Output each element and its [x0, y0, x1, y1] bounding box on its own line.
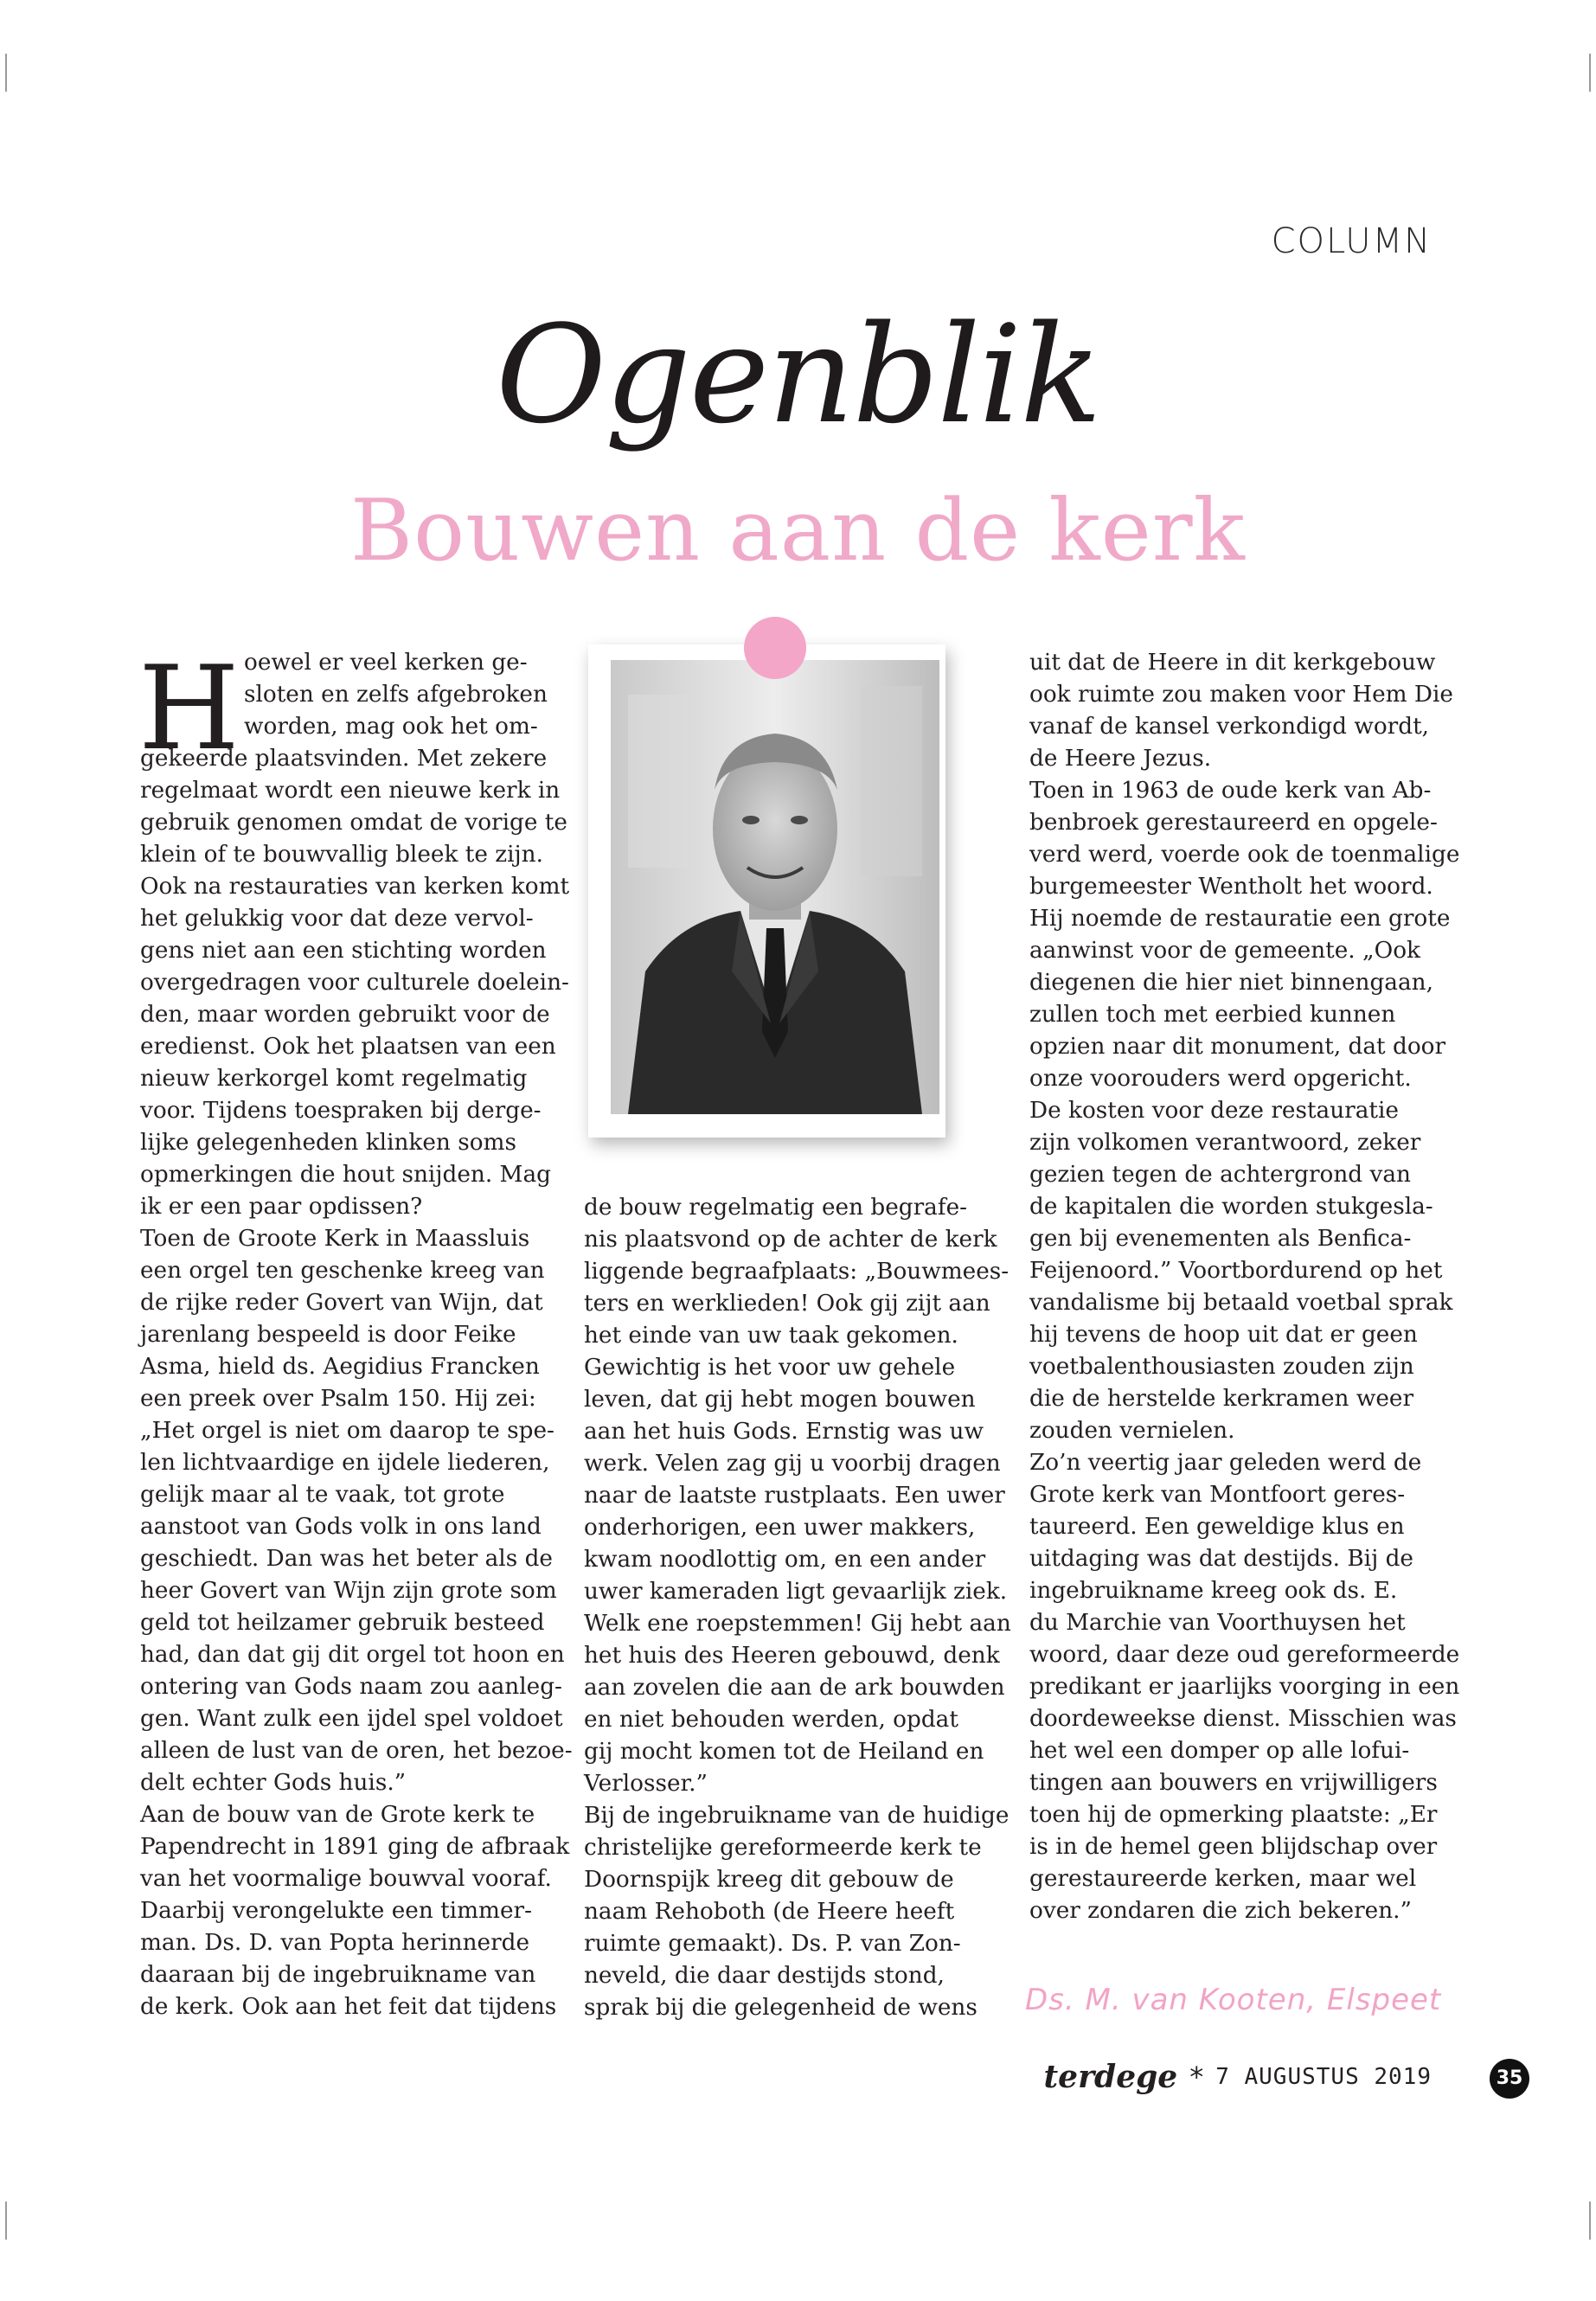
- article-line: verd werd, voerde ook de toenmalige: [1029, 842, 1460, 868]
- page-number-badge: 35: [1490, 2059, 1529, 2099]
- crop-mark-top-left: [5, 54, 7, 92]
- article-line: Toen de Groote Kerk in Maassluis: [140, 1226, 530, 1252]
- article-line: had, dan dat gij dit orgel tot hoon en: [140, 1642, 565, 1668]
- article-line: delt echter Gods huis.”: [140, 1770, 407, 1796]
- page-subtitle: Bouwen aan de kerk: [350, 482, 1246, 580]
- article-line: heer Govert van Wijn zijn grote som: [140, 1578, 557, 1604]
- article-line: opmerkingen die hout snijden. Mag: [140, 1162, 551, 1188]
- article-line: de kapitalen die worden stukgesla-: [1029, 1194, 1433, 1220]
- article-line: Aan de bouw van de Grote kerk te: [140, 1802, 535, 1828]
- article-line: het gelukkig voor dat deze vervol-: [140, 906, 534, 932]
- article-line: leven, dat gij hebt mogen bouwen: [584, 1387, 976, 1413]
- article-line: doordeweekse dienst. Misschien was: [1029, 1706, 1457, 1732]
- issue-date: 7 AUGUSTUS 2019: [1215, 2064, 1432, 2090]
- pink-dot-ornament: [744, 617, 806, 679]
- article-line: predikant er jaarlijks voorging in een: [1029, 1674, 1460, 1700]
- article-line: zullen toch met eerbied kunnen: [1029, 1002, 1396, 1028]
- article-line: het huis des Heeren gebouwd, denk: [584, 1643, 1000, 1669]
- crop-mark-bottom-left: [5, 2202, 7, 2240]
- article-line: gens niet aan een stichting worden: [140, 938, 547, 964]
- article-line: sprak bij die gelegenheid de wens: [584, 1995, 977, 2021]
- article-line: gekeerde plaatsvinden. Met zekere: [140, 746, 548, 772]
- article-line: Hij noemde de restauratie een grote: [1029, 906, 1451, 932]
- article-line: Feijenoord.” Voortbordurend op het: [1029, 1258, 1443, 1284]
- article-line: ters en werklieden! Ook gij zijt aan: [584, 1291, 990, 1317]
- article-line: gerestaureerde kerken, maar wel: [1029, 1866, 1417, 1892]
- article-line: zijn volkomen verantwoord, zeker: [1029, 1130, 1421, 1156]
- author-photo-frame: [588, 644, 945, 1138]
- article-line: werk. Velen zag gij u voorbij dragen: [584, 1451, 1001, 1477]
- article-line: onderhorigen, een uwer makkers,: [584, 1515, 976, 1541]
- article-line: Verlosser.”: [584, 1771, 708, 1797]
- article-line: nieuw kerkorgel komt regelmatig: [140, 1066, 528, 1092]
- article-line: het wel een domper op alle lofui-: [1029, 1738, 1410, 1764]
- article-line: klein of te bouwvallig bleek te zijn.: [140, 842, 543, 868]
- article-line: de bouw regelmatig een begrafe-: [584, 1195, 968, 1221]
- article-line: kwam noodlottig om, en een ander: [584, 1547, 986, 1573]
- author-portrait-photo: [611, 660, 939, 1114]
- article-line: gezien tegen de achtergrond van: [1029, 1162, 1411, 1188]
- article-line: de rijke reder Govert van Wijn, dat: [140, 1290, 543, 1316]
- page-footer: [1044, 2059, 1432, 2095]
- article-line: geschiedt. Dan was het beter als de: [140, 1546, 553, 1572]
- article-line: Doornspijk kreeg dit gebouw de: [584, 1867, 954, 1893]
- article-line: burgemeester Wentholt het woord.: [1029, 874, 1433, 900]
- article-line: Welk ene roepstemmen! Gij hebt aan: [584, 1611, 1011, 1637]
- article-line: ruimte gemaakt). Ds. P. van Zon-: [584, 1931, 961, 1957]
- article-line: taureerd. Een geweldige klus en: [1029, 1514, 1405, 1540]
- article-line: liggende begraafplaats: „Bouwmees-: [584, 1259, 1010, 1285]
- drop-cap: H: [138, 641, 240, 776]
- article-line: tingen aan bouwers en vrijwilligers: [1029, 1770, 1438, 1796]
- section-kicker: COLUMN: [1271, 221, 1432, 261]
- article-line: vandalisme bij betaald voetbal sprak: [1029, 1290, 1453, 1316]
- article-line: benbroek gerestaureerd en opgele-: [1029, 810, 1438, 836]
- article-line: is in de hemel geen blijdschap over: [1029, 1834, 1438, 1860]
- article-line: gij mocht komen tot de Heiland en: [584, 1739, 984, 1765]
- article-line: vanaf de kansel verkondigd wordt,: [1029, 714, 1430, 740]
- article-line: ontering van Gods naam zou aanleg-: [140, 1674, 562, 1700]
- article-line: Papendrecht in 1891 ging de afbraak: [140, 1834, 570, 1860]
- magazine-brand: terdege: [1043, 2059, 1178, 2095]
- article-line: aan het huis Gods. Ernstig was uw: [584, 1419, 984, 1445]
- article-line: lijke gelegenheden klinken soms: [140, 1130, 516, 1156]
- article-line: onze voorouders werd opgericht.: [1029, 1066, 1412, 1092]
- article-line: alleen de lust van de oren, het bezoe-: [140, 1738, 573, 1764]
- article-line: een preek over Psalm 150. Hij zei:: [140, 1386, 536, 1412]
- article-line: die de herstelde kerkramen weer: [1029, 1386, 1414, 1412]
- article-line: uit dat de Heere in dit kerkgebouw: [1029, 650, 1436, 676]
- article-line: Grote kerk van Montfoort geres-: [1029, 1482, 1406, 1508]
- article-line: diegenen die hier niet binnengaan,: [1029, 970, 1433, 996]
- article-line: opzien naar dit monument, dat door: [1029, 1034, 1446, 1060]
- article-line: naam Rehoboth (de Heere heeft: [584, 1899, 955, 1925]
- article-line: nis plaatsvond op de achter de kerk: [584, 1227, 997, 1253]
- article-line: voor. Tijdens toespraken bij derge-: [140, 1098, 542, 1124]
- article-line: geld tot heilzamer gebruik besteed: [140, 1610, 545, 1636]
- article-line: uwer kameraden ligt gevaarlijk ziek.: [584, 1579, 1008, 1605]
- article-line: gen. Want zulk een ijdel spel voldoet: [140, 1706, 563, 1732]
- article-line: gen bij evenementen als Benfica-: [1029, 1226, 1412, 1252]
- article-line: Zo’n veertig jaar geleden werd de: [1029, 1450, 1422, 1476]
- article-line: jarenlang bespeeld is door Feike: [140, 1322, 516, 1348]
- article-line: len lichtvaardige en ijdele liederen,: [140, 1450, 550, 1476]
- article-line: neveld, die daar destijds stond,: [584, 1963, 945, 1989]
- article-line: de kerk. Ook aan het feit dat tijdens: [140, 1994, 557, 2020]
- article-line: Daarbij verongelukte een timmer-: [140, 1898, 532, 1924]
- article-line: gelijk maar al te vaak, tot grote: [140, 1482, 505, 1508]
- article-line: ik er een paar opdissen?: [140, 1194, 423, 1220]
- article-line: van het voormalige bouwval vooraf.: [140, 1866, 552, 1892]
- article-line: een orgel ten geschenke kreeg van: [140, 1258, 545, 1284]
- article-line: over zondaren die zich bekeren.”: [1029, 1898, 1412, 1924]
- article-line: De kosten voor deze restauratie: [1029, 1098, 1399, 1124]
- crop-mark-top-right: [1589, 54, 1591, 92]
- author-signature: Ds. M. van Kooten, Elspeet: [1025, 1983, 1442, 2017]
- article-line: regelmaat wordt een nieuwe kerk in: [140, 778, 561, 804]
- article-line: ingebruikname kreeg ook ds. E.: [1029, 1578, 1398, 1604]
- article-line: aanstoot van Gods volk in ons land: [140, 1514, 542, 1540]
- article-line: sloten en zelfs afgebroken: [244, 682, 548, 708]
- article-line: Toen in 1963 de oude kerk van Ab-: [1029, 778, 1432, 804]
- article-line: Asma, hield ds. Aegidius Francken: [140, 1354, 540, 1380]
- article-line: man. Ds. D. van Popta herinnerde: [140, 1930, 530, 1956]
- article-line: en niet behouden werden, opdat: [584, 1707, 958, 1733]
- article-line: worden, mag ook het om-: [244, 714, 538, 740]
- article-line: daaraan bij de ingebruikname van: [140, 1962, 536, 1988]
- article-column-3: [1029, 647, 1459, 1927]
- article-line: het einde van uw taak gekomen.: [584, 1323, 958, 1349]
- article-line: woord, daar deze oud gereformeerde: [1029, 1642, 1460, 1668]
- article-line: oewel er veel kerken ge-: [244, 650, 528, 676]
- crop-mark-bottom-right: [1589, 2202, 1591, 2240]
- article-line: zouden vernielen.: [1029, 1418, 1235, 1444]
- article-line: hij tevens de hoop uit dat er geen: [1029, 1322, 1418, 1348]
- separator-star: *: [1189, 2061, 1204, 2093]
- article-line: ook ruimte zou maken voor Hem Die: [1029, 682, 1453, 708]
- article-line: Bij de ingebruikname van de huidige: [584, 1803, 1010, 1829]
- article-line: du Marchie van Voorthuysen het: [1029, 1610, 1406, 1636]
- article-column-1: [138, 641, 573, 2023]
- article-column-2: [584, 1192, 1011, 2024]
- article-line: de Heere Jezus.: [1029, 746, 1212, 772]
- article-line: aanwinst voor de gemeente. „Ook: [1029, 938, 1420, 964]
- article-line: christelijke gereformeerde kerk te: [584, 1835, 982, 1861]
- article-line: Ook na restauraties van kerken komt: [140, 874, 570, 900]
- article-line: naar de laatste rustplaats. Een uwer: [584, 1483, 1005, 1509]
- article-line: gebruik genomen omdat de vorige te: [140, 810, 567, 836]
- article-line: Gewichtig is het voor uw gehele: [584, 1355, 956, 1381]
- article-line: eredienst. Ook het plaatsen van een: [140, 1034, 556, 1060]
- article-line: uitdaging was dat destijds. Bij de: [1029, 1546, 1413, 1572]
- article-line: overgedragen voor culturele doelein-: [140, 970, 569, 996]
- article-line: „Het orgel is niet om daarop te spe-: [140, 1418, 554, 1444]
- article-line: den, maar worden gebruikt voor de: [140, 1002, 550, 1028]
- page-title: Ogenblik: [496, 296, 1100, 453]
- article-line: voetbalenthousiasten zouden zijn: [1029, 1354, 1414, 1380]
- article-line: toen hij de opmerking plaatste: „Er: [1029, 1802, 1438, 1828]
- article-line: aan zovelen die aan de ark bouwden: [584, 1675, 1005, 1701]
